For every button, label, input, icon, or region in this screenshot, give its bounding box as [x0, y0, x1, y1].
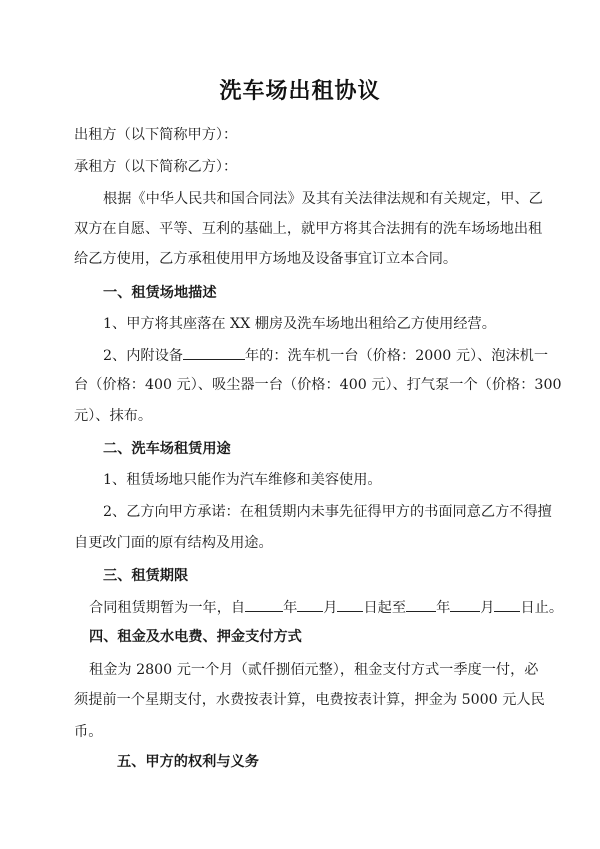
equipment-suffix: 年的：洗车机一台（价格：2000 元）、泡沫机一: [244, 348, 549, 364]
intro-line-1: 根据《中华人民共和国合同法》及其有关法律法规和有关规定，甲、乙: [103, 191, 543, 207]
lease-term-line: [89, 597, 563, 618]
start-month-blank: [297, 597, 323, 612]
end-day-blank: [494, 597, 520, 612]
start-month-label: 月: [323, 600, 338, 616]
section-1-item-2-line-3: 元）、抹布。: [74, 408, 153, 424]
start-day-label: 日起至: [363, 600, 407, 616]
lessor-line: 出租方（以下简称甲方）：: [74, 127, 238, 143]
end-day-label: 日止。: [520, 600, 564, 616]
equipment-prefix: 2、内附设备: [103, 348, 183, 364]
end-month-blank: [450, 597, 480, 612]
section-2-item-2-line-2: 自更改门面的原有结构及用途。: [74, 535, 273, 551]
section-4-line-3: 币。: [74, 724, 103, 740]
end-year-blank: [406, 597, 436, 612]
section-1-item-2-line-1: [103, 345, 548, 366]
document-title: 洗车场出租协议: [219, 78, 381, 104]
lessee-line: 承租方（以下简称乙方）：: [74, 159, 238, 175]
section-3-heading: 三、租赁期限: [103, 568, 189, 584]
intro-line-3: 给乙方使用，乙方承租使用甲方场地及设备事宜订立本合同。: [74, 251, 458, 267]
lease-term-intro: 合同租赁期暂为一年，自: [89, 600, 246, 616]
section-2-item-2-line-1: 2、乙方向甲方承诺：在租赁期内未事先征得甲方的书面同意乙方不得擅: [103, 504, 552, 520]
section-2-heading: 二、洗车场租赁用途: [103, 441, 231, 457]
end-year-label: 年: [436, 600, 451, 616]
start-year-label: 年: [283, 600, 298, 616]
section-5-heading: 五、甲方的权利与义务: [117, 754, 259, 770]
section-1-heading: 一、租赁场地描述: [103, 285, 217, 301]
start-day-blank: [337, 597, 363, 612]
start-year-blank: [245, 597, 283, 612]
section-1-item-2-line-2: 台（价格：400 元）、吸尘器一台（价格：400 元）、打气泵一个（价格：300: [74, 377, 562, 393]
section-2-item-1: 1、租赁场地只能作为汽车维修和美容使用。: [103, 472, 382, 488]
section-4-heading: 四、租金及水电费、押金支付方式: [89, 629, 302, 645]
section-4-line-2: 须提前一个星期支付，水费按表计算，电费按表计算，押金为 5000 元人民: [74, 692, 545, 708]
section-1-item-1: 1、甲方将其座落在 XX 棚房及洗车场地出租给乙方使用经营。: [103, 316, 496, 332]
intro-line-2: 双方在自愿、平等、互利的基础上，就甲方将其合法拥有的洗车场场地出租: [74, 221, 543, 237]
equipment-year-blank: [183, 345, 245, 360]
end-month-label: 月: [480, 600, 495, 616]
section-4-line-1: 租金为 2800 元一个月（贰仟捌佰元整），租金支付方式一季度一付，必: [89, 662, 539, 678]
